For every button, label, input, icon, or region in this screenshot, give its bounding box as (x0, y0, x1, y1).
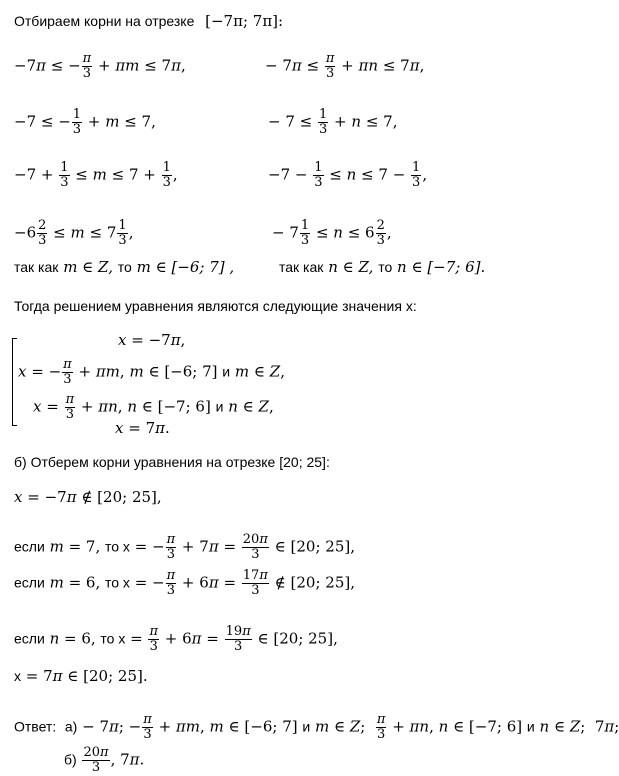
part-b-heading: б) Отберем корни уравнения на отрезке [20; 25]: (14, 454, 330, 470)
ineq-m-4: −6 $\frac{2}{3}$ ≤ m ≤ 7 $\frac{1}{3}$ , (14, 218, 134, 248)
header-title: Отбираем корни на отрезке (14, 13, 195, 29)
ineq-m-2: −7 ≤ − $\frac{1}{3}$ + m ≤ 7, (14, 107, 156, 137)
ineq-m-3: −7 + $\frac{1}{3}$ ≤ m ≤ 7 + $\frac{1}{3}$ , (14, 160, 178, 190)
system-line-4: x = 7π. (115, 419, 170, 437)
conclusion-m: так как m ∈ Z, то m ∈ [−6; 7] , (14, 258, 235, 276)
ineq-n-1: − 7π ≤ $\frac{\pi}{3}$ + πn ≤ 7π, (265, 51, 425, 81)
solution-intro: Тогда решением уравнения являются следующие значения x: (14, 298, 417, 314)
system-line-2: x = − $\frac{\pi}{3}$ + πm, m ∈ [−6; 7] и m ∈ Z, (18, 357, 285, 387)
answer-label: Ответ: (14, 718, 57, 735)
ineq-m-1: −7π ≤ − $\frac{\pi}{3}$ + πm ≤ 7π, (14, 51, 186, 81)
part-b-line-5: x = 7π ∈ [20; 25]. (14, 667, 148, 685)
part-b-line-4: если n = 6, то x = $\frac{\pi}{3}$ + 6π = $\frac{19\pi}{3}$ ∈ [20; 25], (14, 624, 338, 654)
part-b-line-1: x = −7π ∉ [20; 25], (14, 488, 162, 506)
answer-b: б) $\frac{20\pi}{3}$ , 7π. (64, 745, 145, 775)
ineq-n-2: − 7 ≤ $\frac{1}{3}$ + n ≤ 7, (268, 107, 398, 137)
system-line-3: x = $\frac{\pi}{3}$ + πn, n ∈ [−7; 6] и n ∈ Z, (33, 392, 274, 422)
ineq-n-3: −7 − $\frac{1}{3}$ ≤ n ≤ 7 − $\frac{1}{3}$ , (268, 160, 428, 190)
header-line (14, 12, 283, 30)
ineq-n-4: − 7 $\frac{1}{3}$ ≤ n ≤ 6 $\frac{2}{3}$ , (272, 218, 392, 248)
system-bracket (12, 338, 17, 426)
system-line-1: x = −7π, (118, 331, 186, 349)
answer-a: Ответ: а) − 7π; − $\frac{\pi}{3}$ + πm, m ∈ [−6; 7] и m ∈ Z; $\frac{\pi}{3}$ + πn, n ∈ [−7; 6] и n ∈ Z; 7π; (14, 712, 619, 742)
header-interval: [−7π; 7π]: (205, 12, 284, 30)
part-b-line-2: если m = 7, то x = − $\frac{\pi}{3}$ + 7π = $\frac{20\pi}{3}$ ∈ [20; 25], (14, 532, 355, 562)
part-b-line-3: если m = 6, то x = − $\frac{\pi}{3}$ + 6π = $\frac{17\pi}{3}$ ∉ [20; 25], (14, 568, 355, 598)
conclusion-n: так как n ∈ Z, то n ∈ [−7; 6]. (279, 258, 486, 276)
